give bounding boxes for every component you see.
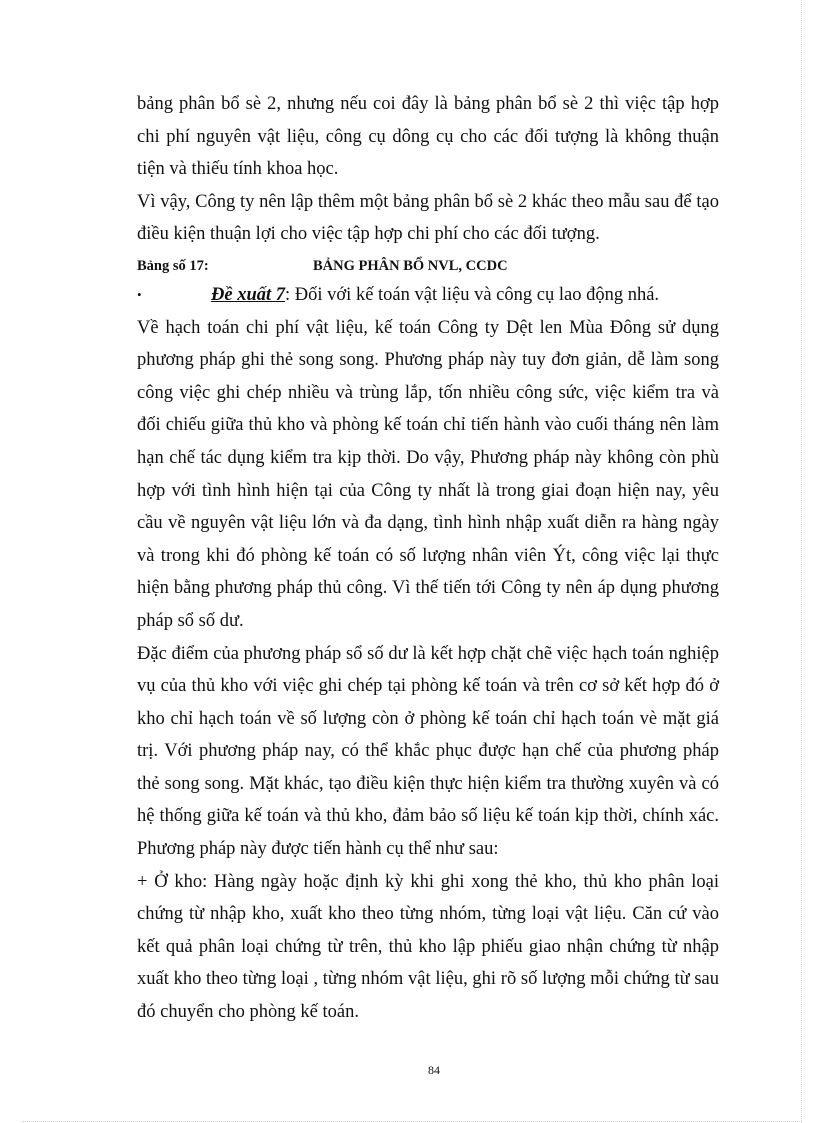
paragraph-allocation-issue: bảng phân bổ sè 2, nhưng nếu coi đây là bảng phân bổ sè 2 thì việc tập hợp chi phí nguyên vật liệu, công cụ dông cụ cho các đối tượng là không thuận tiện và thiếu tính khoa học. [137, 94, 719, 180]
page-number: 84 [428, 1063, 440, 1077]
proposal-text: : Đối với kế toán vật liệu và công cụ lao động nhá. [285, 284, 660, 305]
proposal-heading [137, 279, 719, 312]
paragraph-current-method: Về hạch toán chi phí vật liệu, kế toán Công ty Dệt len Mùa Đông sử dụng phương pháp ghi thẻ song song. Phương pháp này tuy đơn giản, dễ làm song công việc ghi chép nhiều và trùng lắp, tốn nhiều công sức, việc kiểm tra và đối chiếu giữa thủ kho và phòng kế toán chỉ tiến hành vào cuối tháng nên làm hạn chế tác dụng kiểm tra kịp thời. Do vậy, Phương pháp này không còn phù hợp với tình hình hiện tại của Công ty nhất là trong giai đoạn hiện nay, yêu cầu về nguyên vật liệu lớn và đa dạng, tình hình nhập xuất diễn ra hàng ngày và trong khi đó phòng kế toán có số lượng nhân viên Ýt, công việc lại thực hiện bằng phương pháp thủ công. Vì thế tiến tới Công ty nên áp dụng phương pháp sổ số dư. [137, 317, 719, 631]
right-margin-rule [801, 0, 802, 1123]
paragraph-allocation-suggestion: Vì vậy, Công ty nên lập thêm một bảng phân bổ sè 2 khác theo mẫu sau để tạo điều kiện thuận lợi cho việc tập hợp chi phí cho các đối tượng. [137, 191, 719, 245]
paragraph-balance-method: Đặc điểm của phương pháp sổ số dư là kết hợp chặt chẽ việc hạch toán nghiệp vụ của thủ kho với việc ghi chép tại phòng kế toán và trên cơ sở kết hợp đó ở kho chỉ hạch toán về số lượng còn ở phòng kế toán chỉ hạch toán vè mặt giá trị. Với phương pháp nay, có thể khắc phục được hạn chế của phương pháp thẻ song song. Mặt khác, tạo điều kiện thực hiện kiểm tra thường xuyên và có hệ thống giữa kế toán và thủ kho, đảm bảo số liệu kế toán kịp thời, chính xác. Phương pháp này được tiến hành cụ thể như sau: [137, 643, 719, 860]
proposal-line [211, 279, 659, 312]
paragraph-warehouse: + Ở kho: Hàng ngày hoặc định kỳ khi ghi xong thẻ kho, thủ kho phân loại chứng từ nhập kho, xuất kho theo từng nhóm, từng loại vật liệu. Căn cứ vào kết quả phân loại chứng từ trên, thủ kho lập phiếu giao nhận chứng từ nhập xuất kho theo từng loại , từng nhóm vật liệu, ghi rõ số lượng mỗi chứng từ sau đó chuyển cho phòng kế toán. [137, 871, 719, 1023]
bullet-icon: • [137, 286, 142, 302]
table-title: BẢNG PHÂN BỔ NVL, CCDC [313, 257, 508, 274]
table-caption [137, 253, 719, 279]
bottom-margin-rule [22, 1121, 802, 1122]
table-number: Bảng số 17: [137, 257, 209, 274]
proposal-label: Đề xuất 7 [211, 284, 285, 305]
page-content [137, 88, 719, 1029]
